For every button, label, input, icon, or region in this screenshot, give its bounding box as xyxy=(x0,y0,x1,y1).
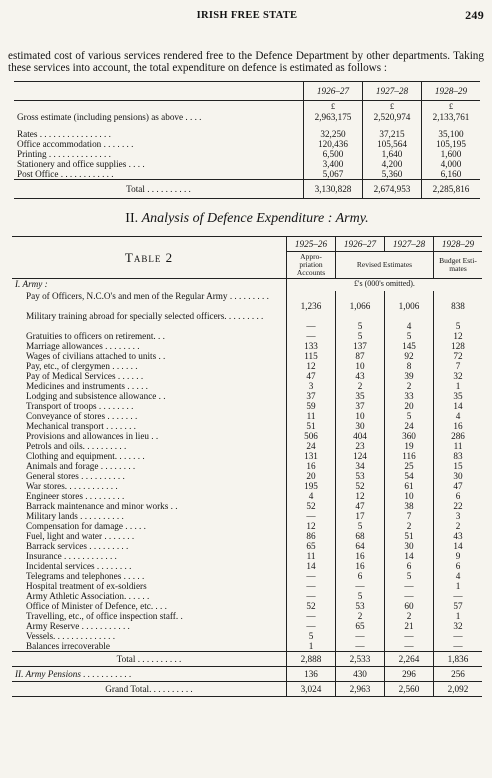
intro-paragraph: estimated cost of various services rendered free to the Defence Department by other departments. Taking these services into account, the total expenditure on defence is estimated as follows : xyxy=(8,50,484,74)
row-value: 1 xyxy=(287,641,336,652)
row-value: 128 xyxy=(434,341,483,351)
row-value: 2 xyxy=(336,381,385,391)
row-value: 11 xyxy=(287,551,336,561)
row-value: 34 xyxy=(336,461,385,471)
table-row xyxy=(12,501,482,511)
total-label: Total . . . . . . . . . . xyxy=(14,180,304,199)
row-label: Army Athletic Association. . . . . . xyxy=(26,591,150,601)
row-value: 19 xyxy=(385,441,434,451)
row-value: — xyxy=(336,631,385,641)
row-value: 145 xyxy=(385,341,434,351)
spacer xyxy=(304,122,363,129)
table-row xyxy=(12,631,482,641)
section-title: Analysis of Defence Expenditure : Army. xyxy=(141,211,369,226)
row-value: — xyxy=(385,641,434,652)
row-value: 1,236 xyxy=(287,291,336,311)
pensions-value: 430 xyxy=(336,667,385,682)
row-value: 10 xyxy=(385,491,434,501)
row-value: 12 xyxy=(287,361,336,371)
row-value: 4 xyxy=(385,311,434,331)
row-value: 115 xyxy=(287,351,336,361)
row-value: 120,436 xyxy=(304,139,363,149)
row-value: 4 xyxy=(434,571,483,581)
row-value: 1 xyxy=(434,381,483,391)
row-value: 37 xyxy=(287,391,336,401)
row-value: 38 xyxy=(385,501,434,511)
row-value: — xyxy=(287,511,336,521)
table-row xyxy=(14,149,480,159)
row-value: 14 xyxy=(434,541,483,551)
row-value: — xyxy=(287,611,336,621)
table-row xyxy=(12,491,482,501)
row-value: 14 xyxy=(385,551,434,561)
row-value: 116 xyxy=(385,451,434,461)
row-label: Office accommodation . . . . . . . xyxy=(17,139,134,149)
row-value: 286 xyxy=(434,431,483,441)
row-value: 43 xyxy=(434,531,483,541)
table-row xyxy=(12,541,482,551)
row-value: 51 xyxy=(287,421,336,431)
row-value: 51 xyxy=(385,531,434,541)
row-value: 43 xyxy=(336,371,385,381)
row-value: 57 xyxy=(434,601,483,611)
table-row xyxy=(12,331,482,341)
row-value: — xyxy=(287,581,336,591)
row-value: — xyxy=(434,641,483,652)
row-value: 7 xyxy=(434,361,483,371)
grand-total-value: 2,560 xyxy=(385,682,434,697)
row-value: 1,066 xyxy=(336,291,385,311)
row-value: 5 xyxy=(287,631,336,641)
row-value: 14 xyxy=(434,401,483,411)
column-header-revised: Revised Estimates xyxy=(336,252,434,279)
row-value: — xyxy=(385,591,434,601)
row-label: Post Office . . . . . . . . . . . . xyxy=(17,169,114,179)
section-label: I. Army : xyxy=(15,279,48,289)
row-label: Compensation for damage . . . . . xyxy=(26,521,146,531)
table-row xyxy=(14,169,480,180)
pensions-value: 136 xyxy=(287,667,336,682)
total-value: 2,264 xyxy=(385,652,434,667)
row-value: 12 xyxy=(434,331,483,341)
document-page xyxy=(8,8,486,697)
row-value: — xyxy=(336,641,385,652)
row-label: General stores . . . . . . . . . . xyxy=(26,471,125,481)
units-note: £'s (000's omitted). xyxy=(287,279,483,292)
row-value: 47 xyxy=(434,481,483,491)
section-numeral: II. xyxy=(125,211,139,226)
row-value: 20 xyxy=(385,401,434,411)
row-label: War stores. . . . . . . . . . . . xyxy=(26,481,118,491)
row-value: 65 xyxy=(287,541,336,551)
row-label: Military lands . . . . . . . . . . xyxy=(26,511,124,521)
currency-blank xyxy=(14,101,304,113)
row-value: 37,215 xyxy=(363,129,422,139)
row-value: 1 xyxy=(434,581,483,591)
row-value: 92 xyxy=(385,351,434,361)
row-label: Pay, etc., of clergymen . . . . . . xyxy=(26,361,138,371)
row-value: 3 xyxy=(287,381,336,391)
total-value: 2,674,953 xyxy=(363,180,422,199)
table-row xyxy=(14,139,480,149)
spacer xyxy=(422,122,481,129)
grand-total-value: 2,092 xyxy=(434,682,483,697)
currency-symbol: £ xyxy=(363,101,422,113)
table-row xyxy=(12,291,482,311)
row-label: Transport of troops . . . . . . . . xyxy=(26,401,134,411)
table-row xyxy=(12,371,482,381)
grand-total-label: Grand Total. . . . . . . . . . xyxy=(12,682,287,697)
row-value: 32 xyxy=(434,621,483,631)
row-value: 11 xyxy=(434,441,483,451)
row-value: 6,500 xyxy=(304,149,363,159)
total-value: 1,836 xyxy=(434,652,483,667)
table-row xyxy=(12,361,482,371)
table-row xyxy=(12,391,482,401)
row-label: Hospital treatment of ex-soldiers xyxy=(26,581,147,591)
row-value: 30 xyxy=(434,471,483,481)
row-label: Wages of civilians attached to units . . xyxy=(26,351,166,361)
year-header-row xyxy=(12,237,482,252)
row-value: 53 xyxy=(336,471,385,481)
pensions-label: II. Army Pensions . . . . . . . . . . . xyxy=(12,667,287,682)
table-row xyxy=(12,411,482,421)
table-row xyxy=(12,511,482,521)
row-value: — xyxy=(385,581,434,591)
row-value: 1 xyxy=(434,611,483,621)
row-value: 5 xyxy=(336,311,385,331)
row-label: Incidental services . . . . . . . . xyxy=(26,561,132,571)
row-value: 64 xyxy=(336,541,385,551)
row-label: Animals and forage . . . . . . . . xyxy=(26,461,136,471)
row-value: 17 xyxy=(336,511,385,521)
row-label: Vessels. . . . . . . . . . . . . . xyxy=(26,631,116,641)
row-value: 87 xyxy=(336,351,385,361)
row-value: — xyxy=(287,311,336,331)
army-expenditure-table xyxy=(12,236,482,697)
row-value: 30 xyxy=(336,421,385,431)
row-value: 15 xyxy=(434,461,483,471)
table-row xyxy=(12,641,482,652)
row-value: 32,250 xyxy=(304,129,363,139)
table-row xyxy=(12,421,482,431)
row-label: Lodging and subsistence allowance . . xyxy=(26,391,166,401)
table-row xyxy=(12,461,482,471)
table-row xyxy=(12,581,482,591)
table-row xyxy=(12,481,482,491)
currency-symbol: £ xyxy=(422,101,481,113)
row-value: 3,400 xyxy=(304,159,363,169)
row-value: 52 xyxy=(336,481,385,491)
section-heading xyxy=(8,211,486,227)
row-value: — xyxy=(287,571,336,581)
total-value: 2,888 xyxy=(287,652,336,667)
row-label: Telegrams and telephones . . . . . xyxy=(26,571,145,581)
row-label: Army Reserve . . . . . . . . . . . xyxy=(26,621,130,631)
row-value: 195 xyxy=(287,481,336,491)
row-value: 6 xyxy=(434,561,483,571)
row-value: 53 xyxy=(336,601,385,611)
running-title: IRISH FREE STATE xyxy=(196,10,298,21)
row-value: 5 xyxy=(336,521,385,531)
row-value: — xyxy=(336,581,385,591)
row-value: 6 xyxy=(336,571,385,581)
row-value: 20 xyxy=(287,471,336,481)
row-value: 16 xyxy=(336,551,385,561)
row-value: 47 xyxy=(287,371,336,381)
row-value: 1,006 xyxy=(385,291,434,311)
row-value: 72 xyxy=(434,351,483,361)
table-row xyxy=(12,431,482,441)
row-value: 60 xyxy=(385,601,434,611)
row-value: 7 xyxy=(385,511,434,521)
row-label: Stationery and office supplies . . . . xyxy=(17,159,145,169)
row-value: 137 xyxy=(336,341,385,351)
row-value: 404 xyxy=(336,431,385,441)
table-row xyxy=(12,601,482,611)
total-label: Total . . . . . . . . . . xyxy=(12,652,287,667)
row-value: 4 xyxy=(434,411,483,421)
row-value: — xyxy=(287,621,336,631)
row-value: 21 xyxy=(385,621,434,631)
row-value: 52 xyxy=(287,501,336,511)
grand-total-value: 2,963 xyxy=(336,682,385,697)
column-header-appropriation: Appro-priation Accounts xyxy=(287,252,336,279)
row-value: 5 xyxy=(385,571,434,581)
row-value: 5 xyxy=(434,311,483,331)
pensions-value: 296 xyxy=(385,667,434,682)
row-value: 4,200 xyxy=(363,159,422,169)
row-value: 68 xyxy=(336,531,385,541)
row-value: 14 xyxy=(287,561,336,571)
row-value: 9 xyxy=(434,551,483,561)
total-value: 2,285,816 xyxy=(422,180,481,199)
table-row xyxy=(12,381,482,391)
row-value: 838 xyxy=(434,291,483,311)
row-value: 6 xyxy=(385,561,434,571)
table-row xyxy=(12,591,482,601)
row-value: — xyxy=(287,591,336,601)
table-row xyxy=(12,401,482,411)
page-header xyxy=(8,8,486,24)
row-value: 2 xyxy=(336,611,385,621)
row-value: 8 xyxy=(385,361,434,371)
row-value: 4,000 xyxy=(422,159,481,169)
total-row xyxy=(14,180,480,199)
table-row xyxy=(12,471,482,481)
row-label: Insurance . . . . . . . . . . . . xyxy=(26,551,117,561)
table-row xyxy=(14,112,480,122)
year-header: 1927–28 xyxy=(363,82,422,101)
row-value: 86 xyxy=(287,531,336,541)
row-value: 39 xyxy=(385,371,434,381)
table-row xyxy=(14,129,480,139)
row-label: Travelling, etc., of office inspection staff. . xyxy=(26,611,183,621)
row-value: 2 xyxy=(385,611,434,621)
page-number: 249 xyxy=(465,8,484,22)
row-label: Barrack maintenance and minor works . . xyxy=(26,501,178,511)
table-row xyxy=(12,441,482,451)
row-value: 2,963,175 xyxy=(304,112,363,122)
table-label: Table 2 xyxy=(12,237,287,279)
row-label: Clothing and equipment. . . . . . . xyxy=(26,451,145,461)
row-value: 133 xyxy=(287,341,336,351)
row-value: 2,520,974 xyxy=(363,112,422,122)
row-value: 2,133,761 xyxy=(422,112,481,122)
row-value: 30 xyxy=(385,541,434,551)
row-value: 12 xyxy=(336,491,385,501)
total-value: 3,130,828 xyxy=(304,180,363,199)
row-value: 33 xyxy=(385,391,434,401)
year-header: 1927–28 xyxy=(385,237,434,252)
pensions-row xyxy=(12,667,482,682)
row-value: 32 xyxy=(434,371,483,381)
row-value: — xyxy=(434,631,483,641)
table-row xyxy=(12,621,482,631)
table-row xyxy=(12,611,482,621)
table-row xyxy=(12,561,482,571)
row-label: Military training abroad for specially selected officers. . . . . . . . . xyxy=(26,311,264,321)
pensions-value: 256 xyxy=(434,667,483,682)
row-label: Printing . . . . . . . . . . . . . . xyxy=(17,149,111,159)
row-value: 22 xyxy=(434,501,483,511)
row-value: 16 xyxy=(287,461,336,471)
row-label: Conveyance of stores . . . . . . . xyxy=(26,411,138,421)
table-row xyxy=(12,341,482,351)
row-label: Office of Minister of Defence, etc. . . . xyxy=(26,601,167,611)
row-value: 47 xyxy=(336,501,385,511)
grand-total-value: 3,024 xyxy=(287,682,336,697)
row-label: Gross estimate (including pensions) as above . . . . xyxy=(17,112,202,122)
table-row xyxy=(12,521,482,531)
row-value: 360 xyxy=(385,431,434,441)
row-value: 35 xyxy=(336,391,385,401)
row-value: 6,160 xyxy=(422,169,481,180)
row-label: Pay of Officers, N.C.O's and men of the Regular Army . . . . . . . . . xyxy=(26,291,269,301)
row-label: Provisions and allowances in lieu . . xyxy=(26,431,159,441)
column-header-budget: Budget Esti-mates xyxy=(434,252,483,279)
row-value: 52 xyxy=(287,601,336,611)
row-label: Petrols and oils. . . . . . . . . . xyxy=(26,441,127,451)
row-label: Rates . . . . . . . . . . . . . . . . xyxy=(17,129,111,139)
row-value: 65 xyxy=(336,621,385,631)
table-row xyxy=(12,351,482,361)
table-row xyxy=(12,551,482,561)
row-value: 2 xyxy=(434,521,483,531)
spacer xyxy=(14,122,304,129)
row-value: 5 xyxy=(385,331,434,341)
row-value: 3 xyxy=(434,511,483,521)
row-value: 11 xyxy=(287,411,336,421)
row-value: 5 xyxy=(385,411,434,421)
row-value: 59 xyxy=(287,401,336,411)
row-value: 25 xyxy=(385,461,434,471)
row-label: Marriage allowances . . . . . . . . xyxy=(26,341,140,351)
row-value: 12 xyxy=(287,521,336,531)
year-header: 1928–29 xyxy=(434,237,483,252)
year-header: 1928–29 xyxy=(422,82,481,101)
row-label: Balances irrecoverable xyxy=(26,641,110,651)
grand-total-row xyxy=(12,682,482,697)
row-value: 105,564 xyxy=(363,139,422,149)
currency-symbol: £ xyxy=(304,101,363,113)
row-label: Engineer stores . . . . . . . . . xyxy=(26,491,125,501)
table-row xyxy=(12,451,482,461)
row-value: 35 xyxy=(434,391,483,401)
row-value: — xyxy=(434,591,483,601)
row-label: Medicines and instruments . . . . . xyxy=(26,381,148,391)
row-value: 83 xyxy=(434,451,483,461)
currency-row xyxy=(14,101,480,113)
table-row xyxy=(14,159,480,169)
row-value: 54 xyxy=(385,471,434,481)
row-value: 5,360 xyxy=(363,169,422,180)
year-header: 1925–26 xyxy=(287,237,336,252)
row-value: — xyxy=(287,331,336,341)
total-row xyxy=(12,652,482,667)
row-value: 2 xyxy=(385,381,434,391)
row-value: 5 xyxy=(336,591,385,601)
row-value: 4 xyxy=(287,491,336,501)
row-label: Mechanical transport . . . . . . . xyxy=(26,421,136,431)
row-value: 23 xyxy=(336,441,385,451)
row-label: Fuel, light and water . . . . . . . xyxy=(26,531,135,541)
table-row xyxy=(12,571,482,581)
row-label: Gratuities to officers on retirement. . . xyxy=(26,331,165,341)
row-value: 1,640 xyxy=(363,149,422,159)
row-value: 5,067 xyxy=(304,169,363,180)
row-value: — xyxy=(385,631,434,641)
row-value: 10 xyxy=(336,411,385,421)
table-row xyxy=(12,531,482,541)
year-header: 1926–27 xyxy=(336,237,385,252)
row-label: Barrack services . . . . . . . . . xyxy=(26,541,129,551)
table-header-row xyxy=(14,82,480,101)
row-value: 131 xyxy=(287,451,336,461)
table-row xyxy=(12,311,482,331)
row-value: 24 xyxy=(287,441,336,451)
total-value: 2,533 xyxy=(336,652,385,667)
row-value: 6 xyxy=(434,491,483,501)
row-value: 61 xyxy=(385,481,434,491)
spacer-row xyxy=(14,122,480,129)
row-value: 5 xyxy=(336,331,385,341)
row-value: 105,195 xyxy=(422,139,481,149)
row-value: 35,100 xyxy=(422,129,481,139)
row-value: 506 xyxy=(287,431,336,441)
year-header: 1926–27 xyxy=(304,82,363,101)
row-value: 1,600 xyxy=(422,149,481,159)
row-value: 24 xyxy=(385,421,434,431)
row-value: 2 xyxy=(385,521,434,531)
defence-cost-table xyxy=(14,81,480,199)
header-blank xyxy=(14,82,304,101)
row-value: 124 xyxy=(336,451,385,461)
row-value: 16 xyxy=(336,561,385,571)
row-value: 16 xyxy=(434,421,483,431)
row-label: Pay of Medical Services . . . . . . xyxy=(26,371,144,381)
row-value: 37 xyxy=(336,401,385,411)
spacer xyxy=(363,122,422,129)
units-row xyxy=(12,279,482,292)
row-value: 10 xyxy=(336,361,385,371)
